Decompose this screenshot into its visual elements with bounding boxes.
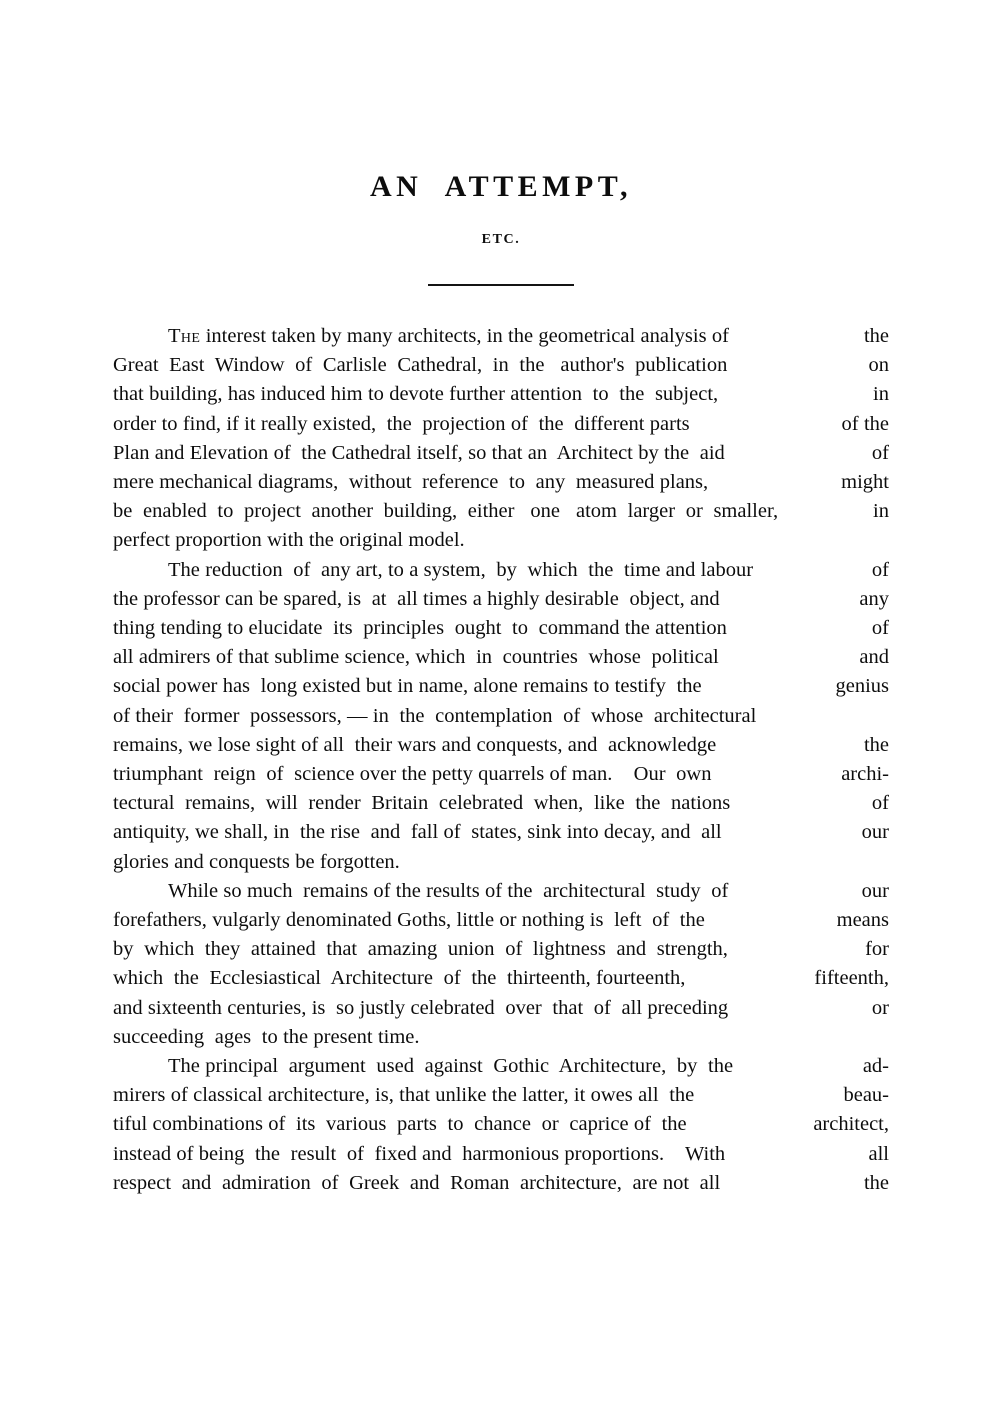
- text-line: of their former possessors, — in the contemplation of whose architectural: [113, 704, 757, 727]
- text-line: glories and conquests be forgotten.: [113, 850, 400, 873]
- text-line: [113, 760, 889, 789]
- text-line: [113, 439, 889, 468]
- body-text-column: [113, 322, 889, 1198]
- line-text: which the Ecclesiastical Architecture of the thirteenth, fourteenth,: [113, 967, 686, 990]
- text-line: [113, 410, 889, 439]
- line-tail: might: [841, 471, 889, 494]
- line-text: Great East Window of Carlisle Cathedral, in the author's publication: [113, 354, 728, 377]
- line-tail: fifteenth,: [814, 967, 889, 990]
- line-tail: and: [859, 646, 889, 669]
- line-tail: the: [863, 325, 889, 347]
- line-tail: our: [861, 879, 889, 902]
- line-text: order to find, if it really existed, the projection of the different parts: [113, 412, 690, 435]
- paragraph-2: [113, 556, 889, 877]
- line-text: by which they attained that amazing union of lightness and strength,: [113, 938, 728, 961]
- line-tail: the: [863, 1171, 889, 1194]
- line-text: respect and admiration of Greek and Roman architecture, are not all: [113, 1171, 721, 1194]
- text-line: [113, 818, 889, 847]
- line-text: mere mechanical diagrams, without reference to any measured plans,: [113, 471, 709, 494]
- text-line: succeeding ages to the present time.: [113, 1025, 420, 1048]
- text-line: [113, 1110, 889, 1139]
- text-line: [113, 380, 889, 409]
- line-text: and sixteenth centuries, is so justly celebrated over that of all preceding: [113, 996, 729, 1019]
- line-text: social power has long existed but in name, alone remains to testify the: [113, 675, 702, 698]
- line-text: tiful combinations of its various parts to chance or caprice of the: [113, 1113, 687, 1136]
- line-tail: of the: [841, 412, 889, 435]
- line-text: thing tending to elucidate its principles ought to command the attention: [113, 617, 727, 640]
- page-title: AN ATTEMPT,: [369, 170, 633, 203]
- opening-small-caps: The: [168, 325, 201, 347]
- line-text: Plan and Elevation of the Cathedral itself, so that an Architect by the aid: [113, 441, 725, 464]
- line-tail: our: [861, 821, 889, 844]
- text-line: perfect proportion with the original model.: [113, 529, 465, 552]
- line-tail: for: [865, 938, 889, 961]
- line-text: the professor can be spared, is at all times a highly desirable object, and: [113, 587, 720, 610]
- line-text: all admirers of that sublime science, which in countries whose political: [113, 646, 719, 669]
- text-line: [113, 964, 889, 993]
- line-text: remains, we lose sight of all their wars and conquests, and acknowledge: [113, 733, 717, 756]
- text-line: [113, 935, 889, 964]
- text-line: [113, 877, 889, 906]
- line-text: The reduction of any art, to a system, by which the time and labour: [168, 558, 754, 581]
- line-tail: the: [863, 733, 889, 756]
- line-tail: all: [868, 1142, 889, 1165]
- text-line: [113, 1169, 889, 1198]
- text-line: [113, 468, 889, 497]
- title-rule-wrapper: [113, 284, 889, 286]
- text-line: [113, 351, 889, 380]
- line-tail: in: [873, 383, 889, 406]
- line-text: The principal argument used against Gothic Architecture, by the: [168, 1055, 734, 1078]
- line-tail: of: [871, 441, 889, 464]
- line-text: interest taken by many architects, in the geometrical analysis of: [205, 325, 729, 347]
- text-line: [113, 789, 889, 818]
- line-text: mirers of classical architecture, is, that unlike the latter, it owes all the: [113, 1084, 695, 1107]
- line-tail: beau-: [843, 1084, 889, 1107]
- line-text: that building, has induced him to devote further attention to the subject,: [113, 383, 719, 406]
- text-line: [113, 1052, 889, 1081]
- paragraph-1: [113, 322, 889, 556]
- line-text: While so much remains of the results of the architectural study of: [168, 879, 729, 902]
- text-line: [113, 731, 889, 760]
- page-subtitle: ETC.: [481, 232, 521, 247]
- line-tail: archi-: [841, 763, 889, 786]
- text-line: [113, 585, 889, 614]
- line-tail: on: [868, 354, 889, 377]
- line-tail: genius: [835, 675, 889, 698]
- text-line: [113, 672, 889, 701]
- line-tail: any: [859, 587, 889, 610]
- line-text: instead of being the result of fixed and harmonious proportions. With: [113, 1142, 726, 1165]
- line-tail: or: [871, 996, 889, 1019]
- text-line: [113, 1081, 889, 1110]
- line-text: antiquity, we shall, in the rise and fall of states, sink into decay, and all: [113, 821, 722, 844]
- line-tail: of: [871, 617, 889, 640]
- line-text: forefathers, vulgarly denominated Goths, little or nothing is left of the: [113, 909, 705, 932]
- line-text: triumphant reign of science over the petty quarrels of man. Our own: [113, 763, 712, 786]
- line-tail: of: [871, 558, 889, 581]
- text-line: [113, 643, 889, 672]
- paragraph-3: [113, 877, 889, 1052]
- line-tail: of: [871, 792, 889, 815]
- paragraph-4: [113, 1052, 889, 1198]
- text-line: [113, 994, 889, 1023]
- line-text: be enabled to project another building, either one atom larger or smaller,: [113, 500, 779, 523]
- line-tail: in: [873, 500, 889, 523]
- page-head-matter: [113, 170, 889, 247]
- line-text: tectural remains, will render Britain celebrated when, like the nations: [113, 792, 731, 815]
- horizontal-rule-divider: [428, 284, 574, 286]
- text-line: [113, 497, 889, 526]
- line-tail: ad-: [862, 1055, 889, 1078]
- text-line: [113, 556, 889, 585]
- line-tail: means: [836, 909, 889, 932]
- text-line: [113, 614, 889, 643]
- line-tail: architect,: [813, 1113, 889, 1136]
- text-line: [113, 906, 889, 935]
- text-line: [113, 1140, 889, 1169]
- text-line: [113, 322, 889, 351]
